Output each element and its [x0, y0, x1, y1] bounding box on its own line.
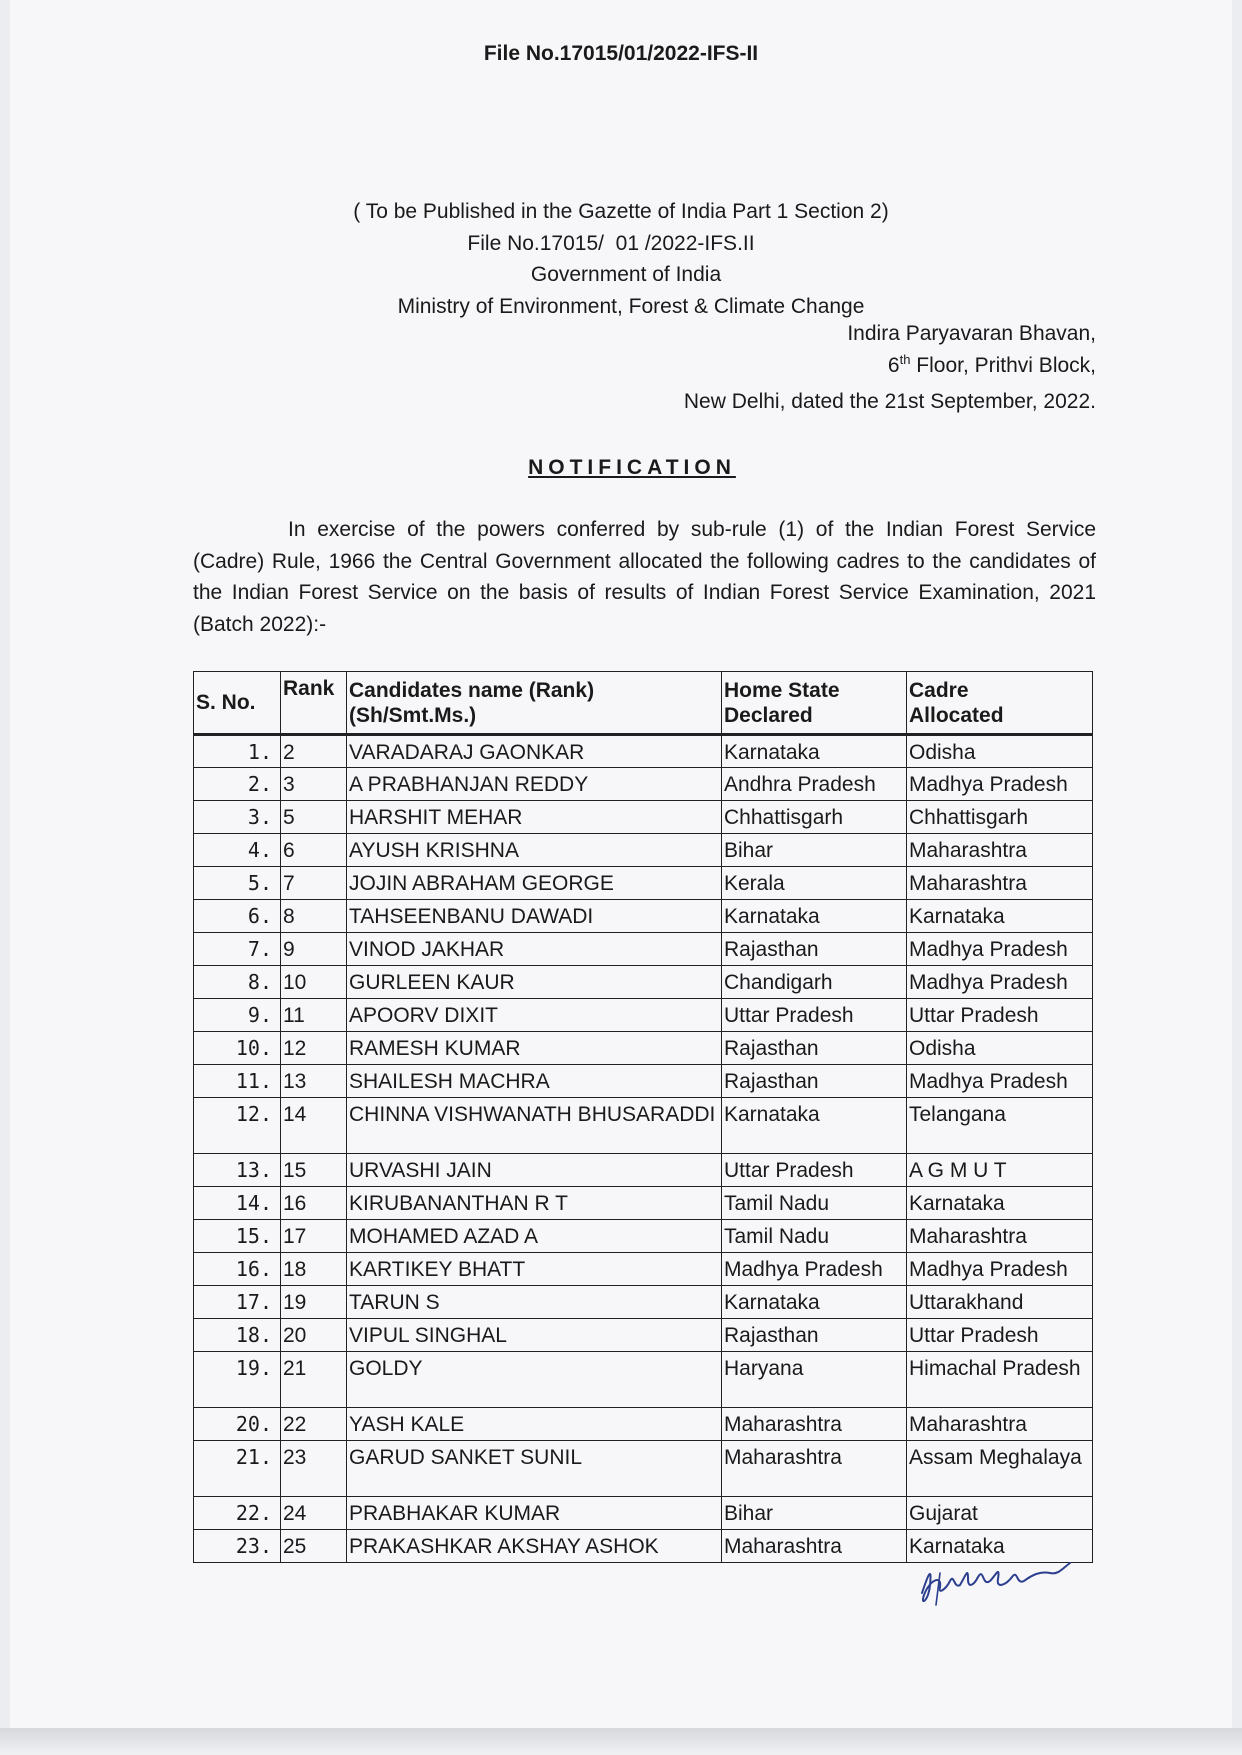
- cell-home-state: Karnataka: [722, 1098, 907, 1154]
- date-line: New Delhi, dated the 21st September, 2022.: [683, 390, 1096, 413]
- cell-sno: 18.: [194, 1319, 281, 1352]
- table-row: [194, 1032, 1093, 1065]
- cell-candidate-name: MOHAMED AZAD A: [347, 1220, 722, 1253]
- cell-rank: 20: [281, 1319, 347, 1352]
- table-row: [194, 1065, 1093, 1098]
- cell-cadre: Odisha: [907, 735, 1093, 768]
- floor-number: 6: [887, 354, 900, 377]
- table-row: [194, 1319, 1093, 1352]
- cell-home-state: Karnataka: [722, 1286, 907, 1319]
- cell-sno: 13.: [194, 1154, 281, 1187]
- cell-sno: 10.: [194, 1032, 281, 1065]
- table-row: [194, 1187, 1093, 1220]
- cell-candidate-name: VIPUL SINGHAL: [347, 1319, 722, 1352]
- ministry-line: Ministry of Environment, Forest & Climate Change: [397, 294, 865, 318]
- cell-home-state: Maharashtra: [722, 1441, 907, 1497]
- cell-rank: 18: [281, 1253, 347, 1286]
- cell-home-state: Bihar: [722, 834, 907, 867]
- cell-candidate-name: PRAKASHKAR AKSHAY ASHOK: [347, 1530, 722, 1563]
- cell-sno: 9.: [194, 999, 281, 1032]
- cell-candidate-name: A PRABHANJAN REDDY: [347, 768, 722, 801]
- scan-edge: [0, 1728, 1242, 1755]
- cell-sno: 3.: [194, 801, 281, 834]
- letterhead: [0, 196, 1242, 322]
- cell-sno: 6.: [194, 900, 281, 933]
- cell-rank: 19: [281, 1286, 347, 1319]
- cell-cadre: Telangana: [907, 1098, 1093, 1154]
- cell-rank: 24: [281, 1497, 347, 1530]
- notification-title: NOTIFICATION: [528, 456, 736, 479]
- header-cadre: Cadre Allocated: [907, 672, 1093, 735]
- gazette-line: ( To be Published in the Gazette of India Part 1 Section 2): [353, 200, 889, 223]
- cell-candidate-name: TAHSEENBANU DAWADI: [347, 900, 722, 933]
- cell-cadre: Madhya Pradesh: [907, 768, 1093, 801]
- header-name: Candidates name (Rank) (Sh/Smt.Ms.): [347, 672, 722, 735]
- cell-rank: 10: [281, 966, 347, 999]
- cell-candidate-name: KARTIKEY BHATT: [347, 1253, 722, 1286]
- cell-sno: 2.: [194, 768, 281, 801]
- cell-rank: 5: [281, 801, 347, 834]
- cell-candidate-name: VINOD JAKHAR: [347, 933, 722, 966]
- cell-home-state: Karnataka: [722, 735, 907, 768]
- cell-rank: 16: [281, 1187, 347, 1220]
- cell-sno: 17.: [194, 1286, 281, 1319]
- table-row: [194, 1286, 1093, 1319]
- cell-home-state: Andhra Pradesh: [722, 768, 907, 801]
- cell-cadre: Uttar Pradesh: [907, 1319, 1093, 1352]
- cell-sno: 15.: [194, 1220, 281, 1253]
- address-line-1: Indira Paryavaran Bhavan,: [847, 322, 1096, 345]
- government-line: Government of India: [530, 263, 722, 286]
- table-row: [194, 1154, 1093, 1187]
- cell-sno: 23.: [194, 1530, 281, 1563]
- cell-rank: 12: [281, 1032, 347, 1065]
- file-number-line: File No.17015/ 01 /2022-IFS.II: [467, 231, 755, 255]
- cell-candidate-name: APOORV DIXIT: [347, 999, 722, 1032]
- cell-sno: 12.: [194, 1098, 281, 1154]
- table-row: [194, 900, 1093, 933]
- cell-candidate-name: JOJIN ABRAHAM GEORGE: [347, 867, 722, 900]
- table-row: [194, 966, 1093, 999]
- cell-home-state: Maharashtra: [722, 1408, 907, 1441]
- cell-cadre: Karnataka: [907, 900, 1093, 933]
- address-line-2: [888, 352, 1096, 378]
- cell-rank: 23: [281, 1441, 347, 1497]
- table-row: [194, 1497, 1093, 1530]
- cell-rank: 3: [281, 768, 347, 801]
- paragraph-text: In exercise of the powers conferred by sub-rule (1) of the Indian Forest Service (Cadre) Rule, 1966 the Central Government allocated the following cadres to the candidates of the Indian Forest Service on the basis of results of Indian Forest Service Examination, 2021 (Batch 2022):-: [193, 518, 1096, 636]
- cell-candidate-name: VARADARAJ GAONKAR: [347, 735, 722, 768]
- cell-sno: 14.: [194, 1187, 281, 1220]
- cell-candidate-name: SHAILESH MACHRA: [347, 1065, 722, 1098]
- cell-sno: 16.: [194, 1253, 281, 1286]
- cell-candidate-name: KIRUBANANTHAN R T: [347, 1187, 722, 1220]
- header-rank: Rank: [281, 672, 347, 735]
- cell-rank: 17: [281, 1220, 347, 1253]
- cell-rank: 22: [281, 1408, 347, 1441]
- table-row: [194, 1253, 1093, 1286]
- cell-sno: 1.: [194, 735, 281, 768]
- table-row: [194, 1220, 1093, 1253]
- cell-sno: 20.: [194, 1408, 281, 1441]
- cell-sno: 19.: [194, 1352, 281, 1408]
- cell-cadre: Madhya Pradesh: [907, 966, 1093, 999]
- signature-icon: [910, 1545, 1080, 1615]
- cell-candidate-name: CHINNA VISHWANATH BHUSARADDI: [347, 1098, 722, 1154]
- cell-cadre: Madhya Pradesh: [907, 1253, 1093, 1286]
- cell-sno: 5.: [194, 867, 281, 900]
- cell-home-state: Bihar: [722, 1497, 907, 1530]
- cell-cadre: Uttarakhand: [907, 1286, 1093, 1319]
- cell-candidate-name: GARUD SANKET SUNIL: [347, 1441, 722, 1497]
- cell-candidate-name: URVASHI JAIN: [347, 1154, 722, 1187]
- cell-home-state: Rajasthan: [722, 933, 907, 966]
- cell-rank: 2: [281, 735, 347, 768]
- cell-candidate-name: GOLDY: [347, 1352, 722, 1408]
- cell-rank: 21: [281, 1352, 347, 1408]
- cell-cadre: Karnataka: [907, 1530, 1093, 1563]
- cell-rank: 6: [281, 834, 347, 867]
- cell-candidate-name: RAMESH KUMAR: [347, 1032, 722, 1065]
- cell-sno: 8.: [194, 966, 281, 999]
- cell-candidate-name: TARUN S: [347, 1286, 722, 1319]
- cadre-allocation-table: [193, 671, 1093, 1563]
- table-header-row: [194, 672, 1093, 735]
- cell-cadre: Madhya Pradesh: [907, 933, 1093, 966]
- cell-home-state: Rajasthan: [722, 1065, 907, 1098]
- cell-cadre: Maharashtra: [907, 1408, 1093, 1441]
- cell-sno: 7.: [194, 933, 281, 966]
- cell-candidate-name: YASH KALE: [347, 1408, 722, 1441]
- cell-home-state: Chhattisgarh: [722, 801, 907, 834]
- header-home-state: Home State Declared: [722, 672, 907, 735]
- cell-rank: 15: [281, 1154, 347, 1187]
- floor-superscript: th: [899, 352, 911, 367]
- cell-home-state: Madhya Pradesh: [722, 1253, 907, 1286]
- table-row: [194, 834, 1093, 867]
- cell-rank: 13: [281, 1065, 347, 1098]
- cell-rank: 9: [281, 933, 347, 966]
- table-row: [194, 735, 1093, 768]
- cell-rank: 14: [281, 1098, 347, 1154]
- cell-cadre: Gujarat: [907, 1497, 1093, 1530]
- table-row: [194, 1352, 1093, 1408]
- cell-cadre: Uttar Pradesh: [907, 999, 1093, 1032]
- table-row: [194, 933, 1093, 966]
- cell-rank: 8: [281, 900, 347, 933]
- table-row: [194, 867, 1093, 900]
- cell-home-state: Rajasthan: [722, 1032, 907, 1065]
- cell-candidate-name: PRABHAKAR KUMAR: [347, 1497, 722, 1530]
- cell-candidate-name: AYUSH KRISHNA: [347, 834, 722, 867]
- cell-candidate-name: HARSHIT MEHAR: [347, 801, 722, 834]
- cell-home-state: Haryana: [722, 1352, 907, 1408]
- table-row: [194, 1098, 1093, 1154]
- floor-rest: Floor, Prithvi Block,: [910, 354, 1096, 377]
- cell-home-state: Rajasthan: [722, 1319, 907, 1352]
- cell-home-state: Tamil Nadu: [722, 1220, 907, 1253]
- cell-cadre: Maharashtra: [907, 834, 1093, 867]
- cell-rank: 7: [281, 867, 347, 900]
- cell-home-state: Uttar Pradesh: [722, 1154, 907, 1187]
- cell-cadre: Odisha: [907, 1032, 1093, 1065]
- table-row: [194, 1408, 1093, 1441]
- table-row: [194, 1441, 1093, 1497]
- cell-candidate-name: GURLEEN KAUR: [347, 966, 722, 999]
- cell-cadre: Chhattisgarh: [907, 801, 1093, 834]
- cell-home-state: Kerala: [722, 867, 907, 900]
- header-sno: S. No.: [194, 672, 281, 735]
- cell-sno: 21.: [194, 1441, 281, 1497]
- cell-home-state: Karnataka: [722, 900, 907, 933]
- cell-sno: 22.: [194, 1497, 281, 1530]
- cell-cadre: Maharashtra: [907, 867, 1093, 900]
- cell-rank: 11: [281, 999, 347, 1032]
- cell-home-state: Chandigarh: [722, 966, 907, 999]
- cell-cadre: Madhya Pradesh: [907, 1065, 1093, 1098]
- file-number-heading: File No.17015/01/2022-IFS-II: [483, 42, 759, 65]
- notification-paragraph: [193, 514, 1096, 640]
- cell-cadre: Himachal Pradesh: [907, 1352, 1093, 1408]
- cell-sno: 11.: [194, 1065, 281, 1098]
- cell-home-state: Uttar Pradesh: [722, 999, 907, 1032]
- cell-sno: 4.: [194, 834, 281, 867]
- cell-home-state: Tamil Nadu: [722, 1187, 907, 1220]
- cell-home-state: Maharashtra: [722, 1530, 907, 1563]
- cell-cadre: Maharashtra: [907, 1220, 1093, 1253]
- cell-rank: 25: [281, 1530, 347, 1563]
- cell-cadre: Karnataka: [907, 1187, 1093, 1220]
- cell-cadre: Assam Meghalaya: [907, 1441, 1093, 1497]
- table-row: [194, 999, 1093, 1032]
- table-row: [194, 768, 1093, 801]
- table-row: [194, 801, 1093, 834]
- cell-cadre: A G M U T: [907, 1154, 1093, 1187]
